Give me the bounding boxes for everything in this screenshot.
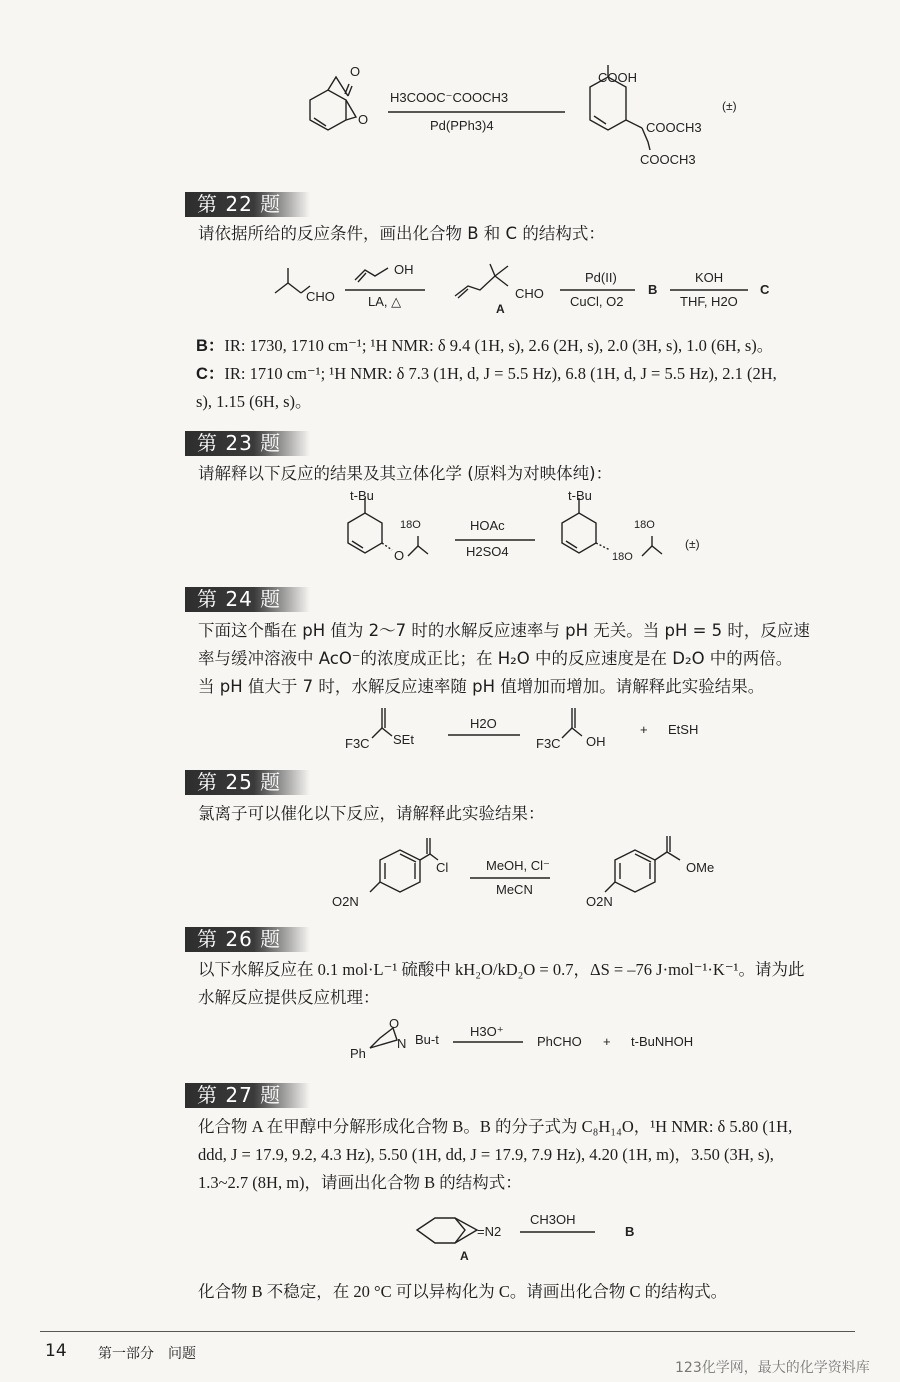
q27-b: B [625, 1224, 635, 1239]
q22-reagent-oh: OH [394, 262, 414, 277]
q27-n2: =N2 [477, 1224, 502, 1239]
q26-line2: 水解反应提供反应机理： [198, 988, 380, 1007]
q23-o18: 18O [400, 519, 421, 531]
svg-text:O: O [350, 64, 361, 79]
q22-c: C [760, 282, 770, 297]
q22-prompt: 请依据所给的反应条件，画出化合物 B 和 C 的结构式： [198, 224, 605, 243]
q27-line3: 1.3~2.7 (8H, m)，请画出化合物 B 的结构式： [198, 1173, 522, 1192]
q27-line4: 化合物 B 不稳定，在 20 °C 可以异构化为 C。请画出化合物 C 的结构式。 [198, 1282, 728, 1301]
q23-o: O [394, 548, 405, 563]
q22-a-cho: CHO [515, 286, 544, 301]
q24-header: 第 24 题 [185, 587, 310, 612]
q23-scheme [330, 488, 730, 573]
q23-o18c: 18O [612, 551, 633, 563]
q26-bu: Bu-t [415, 1032, 439, 1047]
q22-thf: THF, H2O [680, 294, 738, 309]
q22-b-line: B：IR: 1730, 1710 cm⁻¹; ¹H NMR: δ 9.4 (1H, s), 2.6 (2H, s), 2.0 (3H, s), 1.0 (6H, s)。 [196, 336, 774, 355]
q25-header: 第 25 题 [185, 770, 310, 795]
top-racemic: (±) [722, 99, 737, 113]
q25-o2n2: O2N [586, 894, 613, 909]
q22-header: 第 22 题 [185, 192, 310, 217]
q22-cucl: CuCl, O2 [570, 294, 624, 309]
q24-f3c: F3C [345, 736, 370, 751]
q25-scheme [330, 830, 750, 910]
q23-tbu2: t-Bu [568, 488, 592, 503]
q23-hoac: HOAc [470, 518, 505, 533]
q25-cl: Cl [436, 860, 449, 875]
q24-line1: 下面这个酯在 pH 值为 2～7 时的水解反应速率与 pH 无关。当 pH = 5 时，反应速 [198, 621, 810, 640]
q22-scheme [270, 258, 790, 318]
q24-line2: 率与缓冲溶液中 AcO⁻的浓度成正比；在 H₂O 中的反应速度是在 D₂O 中的两倍。 [198, 649, 793, 668]
q22-b: B [648, 282, 658, 297]
q26-h3o: H3O⁺ [470, 1024, 504, 1039]
q24-scheme [340, 700, 720, 760]
q24-f3c2: F3C [536, 736, 561, 751]
svg-text:O: O [358, 112, 369, 127]
q26-phcho: PhCHO [537, 1034, 582, 1049]
q23-header: 第 23 题 [185, 431, 310, 456]
q27-scheme [405, 1200, 655, 1270]
q27-line1: 化合物 A 在甲醇中分解形成化合物 B。B 的分子式为 C₈H₁₄O，¹H NMR: δ 5.80 (1H, [198, 1117, 793, 1136]
q27-a: A [460, 1249, 469, 1263]
watermark: 123化学网，最大的化学资料库 [675, 1360, 870, 1376]
q26-n: N [397, 1036, 407, 1051]
q22-sm-cho: CHO [306, 289, 335, 304]
q24-plus: + [640, 722, 648, 737]
q23-o18b: 18O [634, 519, 655, 531]
q26-ph: Ph [350, 1046, 366, 1061]
q24-line3: 当 pH 值大于 7 时，水解反应速率随 pH 值增加而增加。请解释此实验结果。 [198, 677, 765, 696]
q22-c-line: C：IR: 1710 cm⁻¹; ¹H NMR: δ 7.3 (1H, d, J = 5.5 Hz), 6.8 (1H, d, J = 5.5 Hz), 2.1 (2H, [196, 364, 777, 383]
top-product-ester2: COOCH3 [640, 152, 696, 167]
q22-cond-la: LA, △ [368, 294, 402, 309]
q26-product: t-BuNHOH [631, 1034, 694, 1049]
top-reagent: H3COOC⁻COOCH3 [390, 90, 509, 105]
q27-line2: ddd, J = 17.9, 9.2, 4.3 Hz), 5.50 (1H, dd, J = 17.9, 7.9 Hz), 4.20 (1H, m)，3.50 (3H, s), [198, 1145, 774, 1164]
q26-o: O [389, 1016, 400, 1031]
q23-h2so4: H2SO4 [466, 544, 509, 559]
footer-rule [40, 1331, 855, 1332]
q24-set: SEt [393, 732, 414, 747]
q25-o2n: O2N [332, 894, 359, 909]
top-product-cooh: COOH [598, 70, 637, 85]
q25-prompt: 氯离子可以催化以下反应，请解释此实验结果： [198, 804, 545, 823]
q24-etsh: EtSH [668, 722, 699, 737]
q23-racemic: (±) [685, 537, 700, 551]
top-catalyst: Pd(PPh3)4 [430, 118, 494, 133]
q23-tbu: t-Bu [350, 488, 374, 503]
q22-label-a: A [496, 302, 505, 316]
q26-line1: 以下水解反应在 0.1 mol·L⁻¹ 硫酸中 kH₂O/kD₂O = 0.7，ΔS = –76 J·mol⁻¹·K⁻¹。请为此 [198, 960, 805, 979]
page-number: 14 [45, 1341, 67, 1361]
top-product-ester1: COOCH3 [646, 120, 702, 135]
section-label: 第一部分 问题 [98, 1346, 196, 1362]
q25-mecn: MeCN [496, 882, 533, 897]
q24-h2o: H2O [470, 716, 497, 731]
q26-plus: + [603, 1034, 611, 1049]
q22-pd: Pd(II) [585, 270, 617, 285]
scheme-top [290, 62, 750, 177]
q23-prompt: 请解释以下反应的结果及其立体化学 (原料为对映体纯)： [198, 464, 613, 483]
q27-ch3oh: CH3OH [530, 1212, 576, 1227]
q24-oh: OH [586, 734, 606, 749]
q22-c-line2: s), 1.15 (6H, s)。 [196, 392, 312, 411]
q27-header: 第 27 题 [185, 1083, 310, 1108]
q26-header: 第 26 题 [185, 927, 310, 952]
q25-meoh: MeOH, Cl⁻ [486, 858, 550, 873]
q26-scheme [345, 1016, 725, 1061]
q22-koh: KOH [695, 270, 724, 285]
q25-ome: OMe [686, 860, 715, 875]
